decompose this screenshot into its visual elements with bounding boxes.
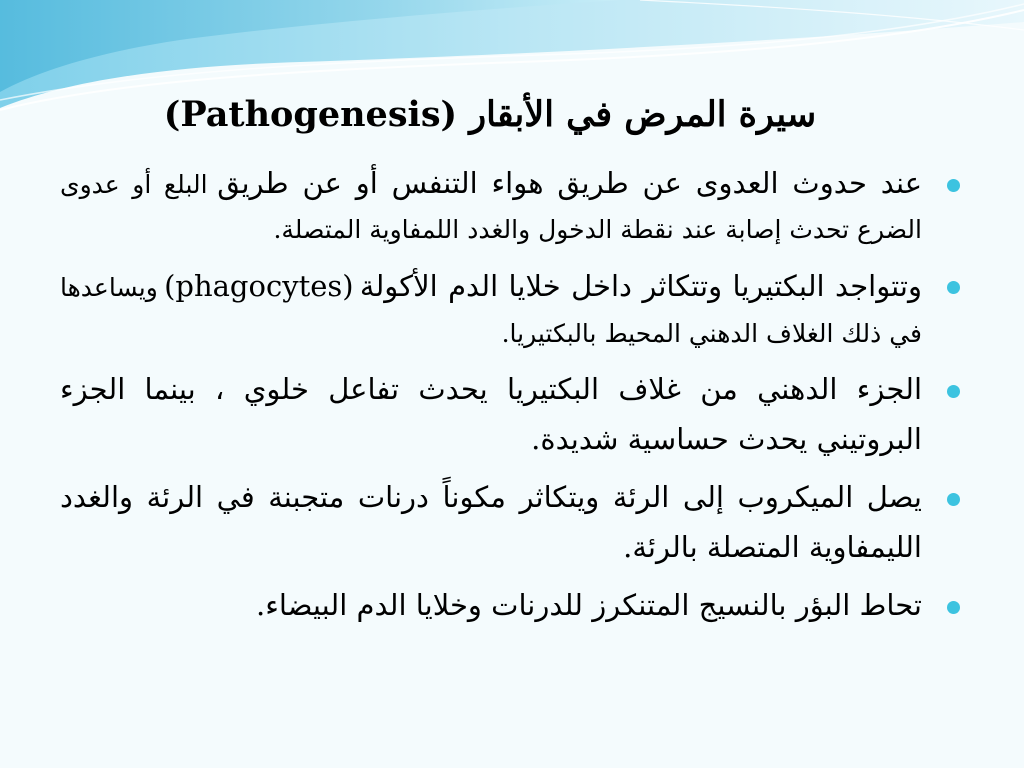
bullet-item-1 (60, 158, 960, 252)
slide-title: سيرة المرض في الأبقار (Pathogenesis) (163, 94, 817, 135)
bullet-dot-icon (947, 385, 960, 398)
bullet-item-4 (60, 472, 960, 572)
bullet-item-5 (60, 580, 960, 630)
bullet-line: البلع أو عدوى الضرع تحدث إصابة عند نقطة الدخول والغدد اللمفاوية المتصلة. (60, 170, 922, 244)
bullet-item-2 (60, 260, 960, 356)
bullet-text: يصل الميكروب إلى الرئة ويتكاثر مكوناً درنات متجبنة في الرئة والغدد الليمفاوية المتصلة بالرئة. (60, 480, 922, 564)
bullet-line: عند حدوث العدوى عن طريق هواء التنفس أو عن طريق (217, 166, 923, 200)
bullet-text (60, 158, 932, 252)
bullet-text: تحاط البؤر بالنسيج المتنكرز للدرنات وخلايا الدم البيضاء. (256, 588, 922, 622)
bullet-list (60, 158, 960, 638)
bullet-dot-icon (947, 281, 960, 294)
bullet-text (60, 260, 932, 356)
bullet-term: (phagocytes) (164, 269, 354, 303)
bullet-dot-icon (947, 493, 960, 506)
bullet-line: ويساعدها في ذلك الغلاف الدهني المحيط بالبكتيريا. (60, 273, 922, 348)
bullet-line: وتتواجد البكتيريا وتتكاثر داخل خلايا الدم الأكولة (359, 269, 922, 303)
bullet-text: الجزء الدهني من غلاف البكتيريا يحدث تفاعل خلوي ، بينما الجزء البروتيني يحدث حساسية شديدة. (60, 372, 922, 456)
bullet-item-3 (60, 364, 960, 464)
bullet-dot-icon (947, 601, 960, 614)
bullet-dot-icon (947, 179, 960, 192)
